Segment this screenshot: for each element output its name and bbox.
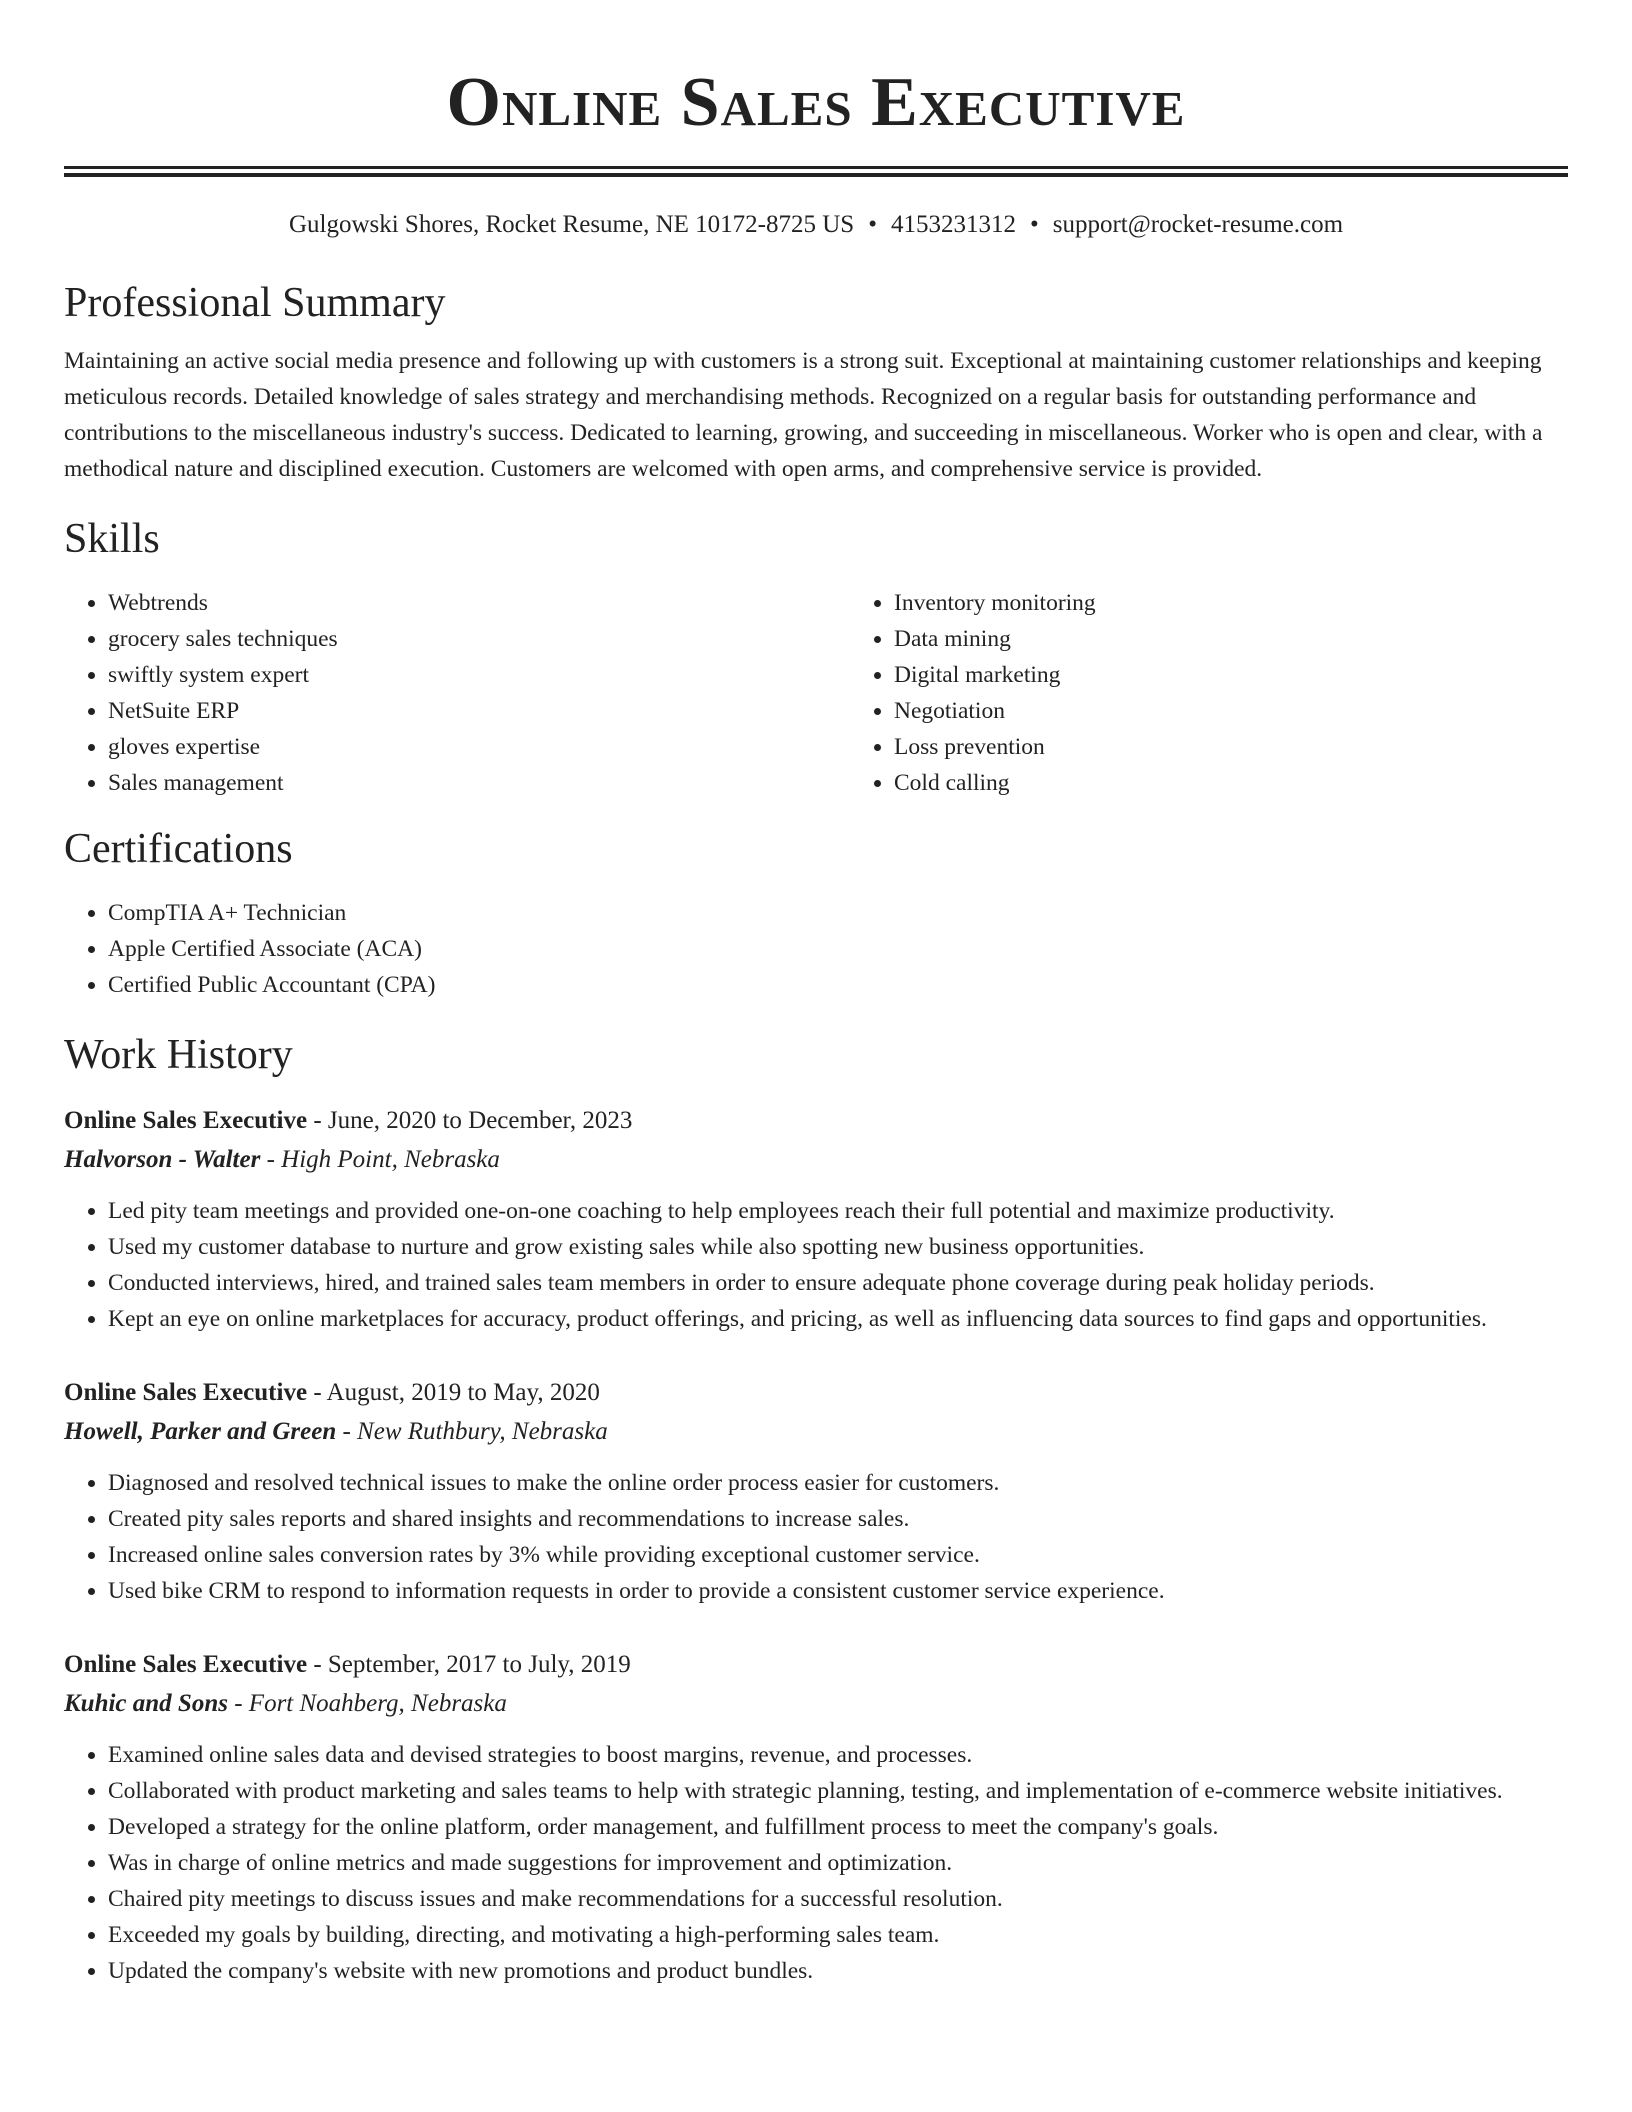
contact-separator: •	[1029, 211, 1039, 238]
job-entry	[64, 1101, 1568, 1337]
certifications-heading: Certifications	[64, 826, 293, 872]
resume-title: Online Sales Executive	[446, 64, 1186, 141]
company-name: Halvorson - Walter	[64, 1146, 261, 1173]
skills-columns	[64, 585, 1568, 801]
job-entry	[64, 1373, 1568, 1609]
contact-email: support@rocket-resume.com	[1052, 211, 1344, 238]
contact-phone: 4153231312	[890, 211, 1016, 238]
skill-item: • gloves expertise	[108, 729, 850, 765]
job-bullets	[64, 1193, 1568, 1337]
skills-list-right	[850, 585, 1632, 801]
contact-line	[64, 207, 1568, 243]
skills-list-left	[64, 585, 850, 801]
job-bullet: • Used bike CRM to respond to information requests in order to provide a consistent customer service experience.	[108, 1573, 1568, 1609]
job-bullet: • Collaborated with product marketing and sales teams to help with strategic planning, testing, and implementation of e-commerce website initiatives.	[108, 1773, 1568, 1809]
job-bullet: • Diagnosed and resolved technical issues to make the online order process easier for customers.	[108, 1465, 1568, 1501]
job-title: Online Sales Executive	[64, 1651, 308, 1678]
job-bullet: • Conducted interviews, hired, and trained sales team members in order to ensure adequate phone coverage during peak holiday periods.	[108, 1265, 1568, 1301]
job-bullet: • Exceeded my goals by building, directing, and motivating a high-performing sales team.	[108, 1917, 1568, 1953]
skill-item: • Webtrends	[108, 585, 850, 621]
job-title: Online Sales Executive	[64, 1379, 308, 1406]
skill-item: • Digital marketing	[894, 657, 1632, 693]
skill-item: • Cold calling	[894, 765, 1632, 801]
company-location: - New Ruthbury, Nebraska	[336, 1418, 608, 1445]
job-bullet: • Used my customer database to nurture and grow existing sales while also spotting new business opportunities.	[108, 1229, 1568, 1265]
contact-separator: •	[868, 211, 877, 238]
company-location: - Fort Noahberg, Nebraska	[227, 1690, 507, 1717]
company-line	[64, 1140, 1568, 1179]
company-location: - High Point, Nebraska	[260, 1146, 500, 1173]
job-bullet: • Updated the company's website with new promotions and product bundles.	[108, 1953, 1568, 1989]
certification-item: • CompTIA A+ Technician	[108, 895, 1568, 931]
job-dates: - June, 2020 to December, 2023	[307, 1107, 633, 1134]
work-history-heading: Work History	[64, 1032, 293, 1078]
skill-item: • swiftly system expert	[108, 657, 850, 693]
job-title-line	[64, 1645, 1568, 1684]
skills-heading: Skills	[64, 516, 160, 562]
skill-item: • grocery sales techniques	[108, 621, 850, 657]
certifications-list	[64, 895, 1568, 1003]
certification-item: • Apple Certified Associate (ACA)	[108, 931, 1568, 967]
job-title-line	[64, 1373, 1568, 1412]
job-bullet: • Led pity team meetings and provided one-on-one coaching to help employees reach their full potential and maximize productivity.	[108, 1193, 1568, 1229]
company-name: Kuhic and Sons	[64, 1690, 228, 1717]
job-bullet: • Chaired pity meetings to discuss issues and make recommendations for a successful resolution.	[108, 1881, 1568, 1917]
job-bullet: • Kept an eye on online marketplaces for accuracy, product offerings, and pricing, as well as influencing data sources to find gaps and opportunities.	[108, 1301, 1568, 1337]
skill-item: • Data mining	[894, 621, 1632, 657]
job-bullets	[64, 1737, 1568, 1989]
contact-address: Gulgowski Shores, Rocket Resume, NE 10172-8725 US	[288, 211, 855, 238]
job-title-line	[64, 1101, 1568, 1140]
company-line	[64, 1684, 1568, 1723]
job-bullet: • Created pity sales reports and shared insights and recommendations to increase sales.	[108, 1501, 1568, 1537]
skill-item: • Inventory monitoring	[894, 585, 1632, 621]
job-bullet: • Increased online sales conversion rates by 3% while providing exceptional customer service.	[108, 1537, 1568, 1573]
skill-item: • Sales management	[108, 765, 850, 801]
skill-item: • Loss prevention	[894, 729, 1632, 765]
company-name: Howell, Parker and Green	[64, 1418, 337, 1445]
job-bullet: • Was in charge of online metrics and made suggestions for improvement and optimization.	[108, 1845, 1568, 1881]
title-divider	[64, 166, 1568, 177]
job-bullet: • Examined online sales data and devised strategies to boost margins, revenue, and processes.	[108, 1737, 1568, 1773]
resume-page	[64, 0, 1568, 1989]
certification-item: • Certified Public Accountant (CPA)	[108, 967, 1568, 1003]
job-dates: - September, 2017 to July, 2019	[307, 1651, 631, 1678]
summary-text: Maintaining an active social media presence and following up with customers is a strong suit. Exceptional at maintaining customer relationships and keeping meticulous records. Detailed knowledge of sales strategy and merchandising methods. Recognized on a regular basis for outstanding performance and contributions to the miscellaneous industry's success. Dedicated to learning, growing, and succeeding in miscellaneous. Worker who is open and clear, with a methodical nature and disciplined execution. Customers are welcomed with open arms, and comprehensive service is provided.	[64, 348, 1543, 482]
job-entry	[64, 1645, 1568, 1989]
job-title: Online Sales Executive	[64, 1107, 308, 1134]
job-bullets	[64, 1465, 1568, 1609]
company-line	[64, 1412, 1568, 1451]
skill-item: • NetSuite ERP	[108, 693, 850, 729]
job-dates: - August, 2019 to May, 2020	[307, 1379, 600, 1406]
skill-item: • Negotiation	[894, 693, 1632, 729]
job-bullet: • Developed a strategy for the online platform, order management, and fulfillment process to meet the company's goals.	[108, 1809, 1568, 1845]
summary-heading: Professional Summary	[64, 280, 446, 326]
